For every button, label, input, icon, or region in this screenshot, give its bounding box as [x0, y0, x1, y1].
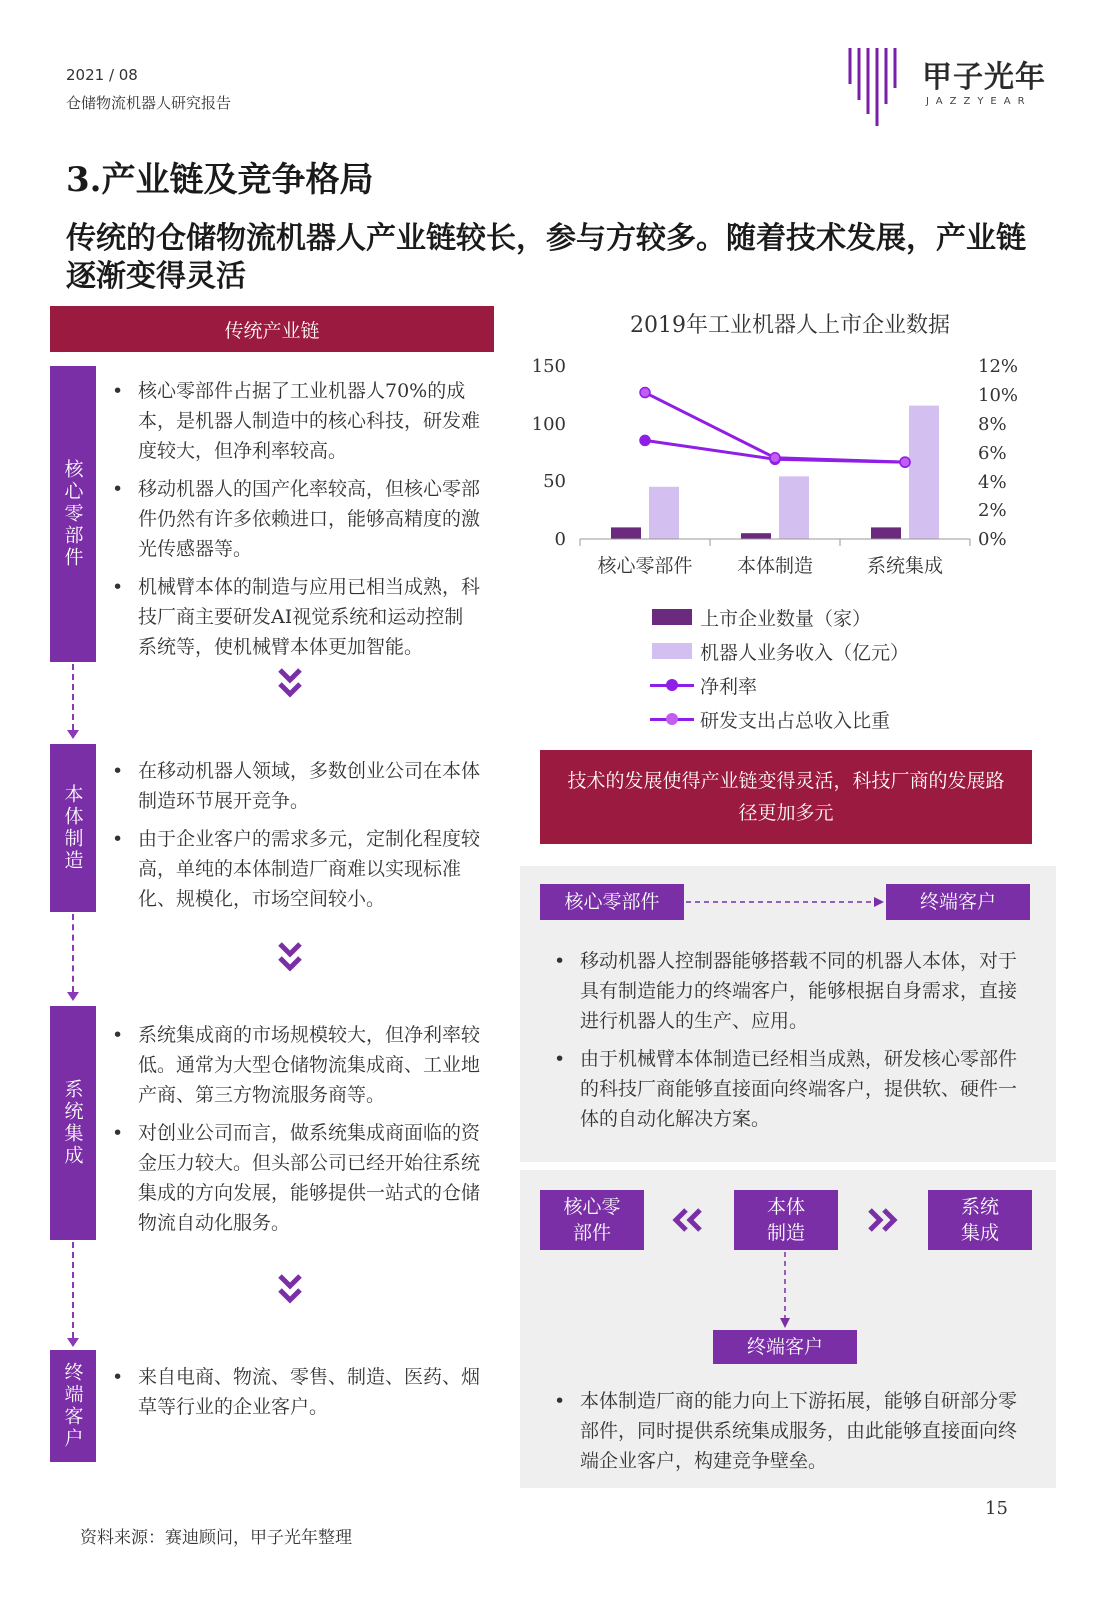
- bar-robot-revenue: [909, 406, 939, 539]
- stage-tab-end-customer: 终端客户: [50, 1350, 96, 1462]
- legend-item: [650, 634, 909, 668]
- point-rd-ratio: [770, 453, 780, 463]
- legend-swatch: [650, 609, 694, 625]
- list-item: • 来自电商、物流、零售、制造、医药、烟草等行业的企业客户。: [110, 1362, 482, 1422]
- chart-title: 2019年工业机器人上市企业数据: [630, 313, 950, 338]
- core-components-bullets: [110, 376, 482, 670]
- right-axis-tick: 10%: [978, 385, 1019, 406]
- line-rd-ratio: [645, 393, 905, 463]
- double-chevron-down-icon: [270, 938, 310, 978]
- list-item: • 在移动机器人领域，多数创业公司在本体制造环节展开竞争。: [110, 756, 482, 816]
- stage-tab-core-components: 核心零部件: [50, 366, 96, 662]
- list-item: • 机械臂本体的制造与应用已相当成熟，科技厂商主要研发AI视觉系统和运动控制系统等，使机械臂本体更加智能。: [110, 572, 482, 662]
- legend-label: 上市企业数量（家）: [700, 607, 872, 630]
- node-label: 系统集成: [960, 1196, 999, 1244]
- legend-item: [650, 668, 909, 702]
- body-manufacturing-bullets: [110, 756, 482, 922]
- point-rd-ratio: [640, 388, 650, 398]
- left-axis-tick: 150: [531, 356, 566, 377]
- right-axis-tick: 4%: [978, 472, 1007, 493]
- bar-robot-revenue: [779, 476, 809, 539]
- node-label: 本体制造: [766, 1196, 805, 1244]
- point-rd-ratio: [900, 457, 910, 467]
- robot-company-chart: [520, 350, 1040, 590]
- list-item: • 由于企业客户的需求多元，定制化程度较高，单纯的本体制造厂商难以实现标准化、规模化，市场空间较小。: [110, 824, 482, 914]
- bar-robot-revenue: [649, 487, 679, 539]
- legend-label: 净利率: [700, 675, 758, 698]
- body-expansion-bullets: [552, 1386, 1022, 1484]
- connector-arrowhead-icon: [67, 730, 79, 739]
- node-core-components: [540, 1190, 644, 1250]
- legend-item: [650, 600, 909, 634]
- list-item: • 由于机械臂本体制造已经相当成熟，研发核心零部件的科技厂商能够直接面向终端客户，提供软、硬件一体的自动化解决方案。: [552, 1044, 1022, 1134]
- double-chevron-down-icon: [270, 1270, 310, 1310]
- list-item: • 对创业公司而言，做系统集成商面临的资金压力较大。但头部公司已经开始往系统集成的方向发展，能够提供一站式的仓储物流自动化服务。: [110, 1118, 482, 1238]
- legend-label: 研发支出占总收入比重: [700, 709, 891, 732]
- x-axis-category-label: 本体制造: [736, 555, 814, 577]
- bar-company-count: [871, 527, 901, 539]
- bar-company-count: [741, 533, 771, 539]
- connector-line: [72, 664, 74, 730]
- right-axis-tick: 8%: [978, 414, 1007, 435]
- left-axis-tick: 100: [531, 414, 566, 435]
- dashed-arrow-down-icon: [778, 1250, 792, 1330]
- tech-development-banner: 技术的发展使得产业链变得灵活，科技厂商的发展路径更加多元: [540, 750, 1032, 844]
- list-item: • 本体制造厂商的能力向上下游拓展，能够自研部分零部件，同时提供系统集成服务，由此能够直接面向终端企业客户，构建竞争壁垒。: [552, 1386, 1022, 1476]
- legend-label: 机器人业务收入（亿元）: [700, 641, 910, 664]
- node-core-components: 核心零部件: [540, 884, 684, 920]
- node-end-customer: 终端客户: [886, 884, 1030, 920]
- legend-item: [650, 702, 909, 736]
- section-title: 3.产业链及竞争格局: [66, 160, 374, 200]
- headline: 传统的仓储物流机器人产业链较长，参与方较多。随着技术发展，产业链逐渐变得灵活: [66, 221, 1026, 294]
- connector-arrowhead-icon: [67, 992, 79, 1001]
- double-chevron-right-icon: [862, 1208, 900, 1232]
- system-integration-bullets: [110, 1020, 482, 1246]
- source-note: 资料来源：赛迪顾问，甲子光年整理: [80, 1528, 352, 1548]
- legend-swatch: [650, 718, 694, 721]
- point-net-margin: [640, 435, 650, 445]
- x-axis-category-label: 系统集成: [866, 555, 944, 577]
- legend-swatch: [650, 643, 694, 659]
- right-axis-tick: 6%: [978, 443, 1007, 464]
- connector-line: [72, 914, 74, 992]
- right-axis-tick: 2%: [978, 500, 1007, 521]
- node-body-manufacturing: [734, 1190, 838, 1250]
- logo-text-cn: 甲子光年: [922, 60, 1046, 95]
- logo-text-en: JAZZYEAR: [926, 96, 1032, 107]
- stage-tab-system-integration: 系统集成: [50, 1006, 96, 1240]
- end-customer-bullets: [110, 1362, 482, 1430]
- list-item: • 移动机器人控制器能够搭载不同的机器人本体，对于具有制造能力的终端客户，能够根据自身需求，直接进行机器人的生产、应用。: [552, 946, 1022, 1036]
- list-item: • 核心零部件占据了工业机器人70%的成本，是机器人制造中的核心科技，研发难度较大，但净利率较高。: [110, 376, 482, 466]
- left-axis-tick: 0: [554, 529, 566, 550]
- x-axis-category-label: 核心零部件: [597, 555, 693, 577]
- double-chevron-down-icon: [270, 664, 310, 704]
- connector-line: [72, 1242, 74, 1338]
- dashed-arrow-right-icon: [684, 895, 886, 909]
- node-system-integration: [928, 1190, 1032, 1250]
- logo-mark-icon: [846, 44, 906, 130]
- node-end-customer: 终端客户: [713, 1330, 857, 1364]
- list-item: • 系统集成商的市场规模较大，但净利率较低。通常为大型仓储物流集成商、工业地产商、第三方物流服务商等。: [110, 1020, 482, 1110]
- list-item: • 移动机器人的国产化率较高，但核心零部件仍然有许多依赖进口，能够高精度的激光传感器等。: [110, 474, 482, 564]
- legend-swatch: [650, 684, 694, 687]
- right-axis-tick: 12%: [978, 356, 1019, 377]
- stage-tab-body-manufacturing: 本体制造: [50, 744, 96, 912]
- traditional-chain-banner: 传统产业链: [50, 306, 494, 352]
- report-name: 仓储物流机器人研究报告: [66, 94, 232, 112]
- right-axis-tick: 0%: [978, 529, 1007, 550]
- double-chevron-left-icon: [670, 1208, 708, 1232]
- left-axis-tick: 50: [543, 471, 566, 492]
- node-label: 核心零部件: [563, 1196, 621, 1244]
- jazzyear-logo: [846, 44, 1046, 132]
- direct-path-bullets: [552, 946, 1022, 1142]
- report-date: 2021 / 08: [66, 66, 138, 84]
- chart-legend: [650, 600, 909, 736]
- connector-arrowhead-icon: [67, 1338, 79, 1347]
- bar-company-count: [611, 527, 641, 539]
- page-number: 15: [985, 1498, 1008, 1519]
